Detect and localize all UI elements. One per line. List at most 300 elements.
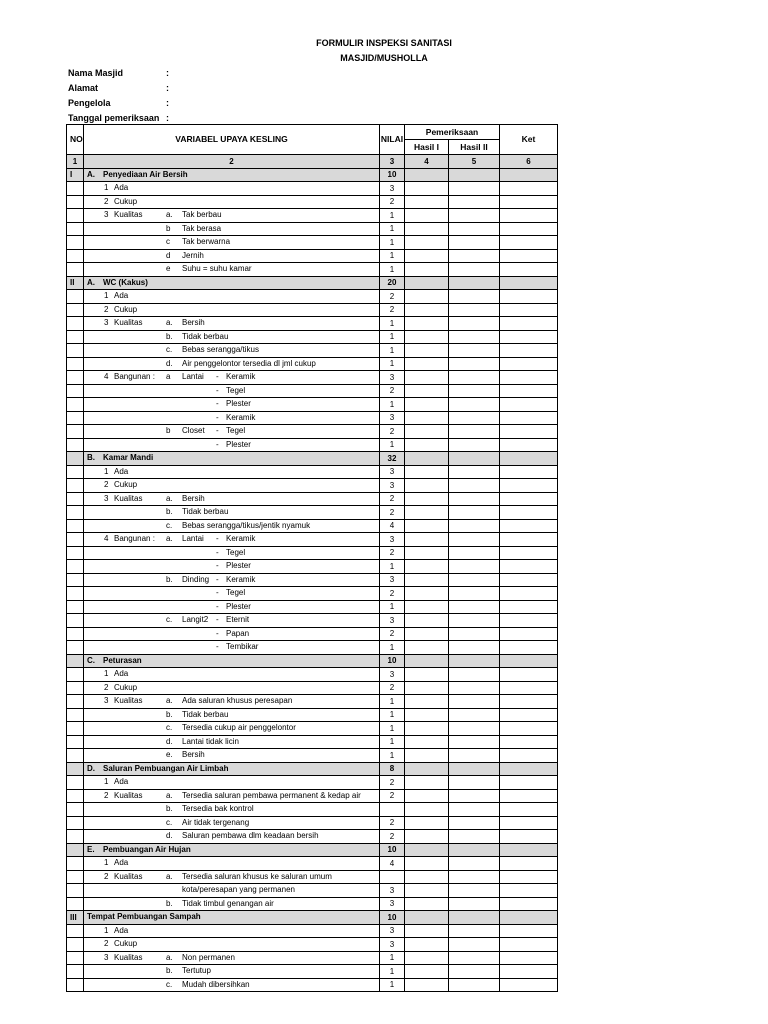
- hasil-1-cell[interactable]: [405, 263, 449, 277]
- ket-cell[interactable]: [500, 263, 558, 277]
- variabel-part-b: Penyediaan Air Bersih: [103, 169, 188, 179]
- hasil-1-cell[interactable]: [405, 816, 449, 830]
- ket-cell[interactable]: [500, 965, 558, 979]
- ket-cell[interactable]: [500, 236, 558, 250]
- ket-cell[interactable]: [500, 249, 558, 263]
- table-row: [67, 897, 558, 911]
- ket-cell[interactable]: [500, 182, 558, 196]
- ket-cell[interactable]: [500, 209, 558, 223]
- variabel-part-c: a.: [166, 534, 173, 543]
- variabel-cell: [84, 263, 380, 277]
- variabel-part-b: Ada: [114, 777, 129, 786]
- ket-cell[interactable]: [500, 803, 558, 817]
- variabel-part-d: Bebas serangga/tikus/jentik nyamuk: [182, 520, 311, 530]
- ket-cell[interactable]: [500, 938, 558, 952]
- variabel-part-c: b.: [166, 331, 173, 341]
- variabel-part-c: b.: [166, 709, 173, 719]
- ket-cell[interactable]: [500, 168, 558, 182]
- row-no-cell: [67, 249, 84, 263]
- ket-cell[interactable]: [500, 884, 558, 898]
- ket-cell[interactable]: [500, 668, 558, 682]
- hasil-2-cell[interactable]: [449, 479, 500, 493]
- row-no-cell: [67, 371, 84, 385]
- variabel-cell: [84, 641, 380, 655]
- hasil-1-cell[interactable]: [405, 330, 449, 344]
- hasil-1-cell[interactable]: [405, 249, 449, 263]
- ket-cell[interactable]: [500, 681, 558, 695]
- hasil-2-cell[interactable]: [449, 668, 500, 682]
- hasil-1-cell[interactable]: [405, 560, 449, 574]
- variabel-cell: [84, 924, 380, 938]
- row-no-cell: [67, 600, 84, 614]
- ket-cell[interactable]: [500, 870, 558, 884]
- hasil-2-cell[interactable]: [449, 438, 500, 452]
- variabel-cell: [84, 938, 380, 952]
- nilai-cell: 1: [380, 978, 405, 992]
- hasil-2-cell[interactable]: [449, 519, 500, 533]
- hasil-2-cell[interactable]: [449, 722, 500, 736]
- ket-cell[interactable]: [500, 330, 558, 344]
- ket-cell[interactable]: [500, 573, 558, 587]
- hasil-2-cell[interactable]: [449, 776, 500, 790]
- hasil-2-cell[interactable]: [449, 965, 500, 979]
- hasil-1-cell[interactable]: [405, 884, 449, 898]
- hasil-1-cell[interactable]: [405, 614, 449, 628]
- hasil-2-cell[interactable]: [449, 735, 500, 749]
- variabel-part-d: Tersedia cukup air penggelontor: [182, 723, 296, 732]
- hasil-2-cell[interactable]: [449, 533, 500, 547]
- hasil-1-cell[interactable]: [405, 695, 449, 709]
- variabel-part-b: Saluran Pembuangan Air Limbah: [103, 763, 229, 773]
- hasil-1-cell[interactable]: [405, 546, 449, 560]
- hasil-1-cell[interactable]: [405, 951, 449, 965]
- hasil-2-cell[interactable]: [449, 236, 500, 250]
- ket-cell[interactable]: [500, 735, 558, 749]
- hasil-1-cell[interactable]: [405, 465, 449, 479]
- hasil-1-cell[interactable]: [405, 290, 449, 304]
- ket-cell[interactable]: [500, 438, 558, 452]
- hasil-1-cell[interactable]: [405, 641, 449, 655]
- hasil-1-cell[interactable]: [405, 870, 449, 884]
- nilai-cell: 3: [380, 479, 405, 493]
- hasil-2-cell[interactable]: [449, 600, 500, 614]
- hasil-2-cell[interactable]: [449, 830, 500, 844]
- variabel-part-a: 3: [104, 952, 109, 962]
- row-no-cell: [67, 654, 84, 668]
- ket-cell[interactable]: [500, 425, 558, 439]
- hasil-1-cell[interactable]: [405, 627, 449, 641]
- ket-cell[interactable]: [500, 749, 558, 763]
- ket-cell[interactable]: [500, 600, 558, 614]
- ket-cell[interactable]: [500, 722, 558, 736]
- hasil-2-cell[interactable]: [449, 654, 500, 668]
- variabel-part-c: b: [166, 223, 171, 233]
- ket-cell[interactable]: [500, 371, 558, 385]
- variabel-cell: [84, 371, 380, 385]
- hasil-1-cell[interactable]: [405, 317, 449, 331]
- hasil-1-cell[interactable]: [405, 735, 449, 749]
- row-no-cell: [67, 195, 84, 209]
- hasil-1-cell[interactable]: [405, 357, 449, 371]
- nilai-cell: 2: [380, 506, 405, 520]
- nilai-cell: 1: [380, 236, 405, 250]
- variabel-part-e: -: [216, 399, 219, 408]
- hasil-1-cell[interactable]: [405, 438, 449, 452]
- hasil-2-cell[interactable]: [449, 951, 500, 965]
- variabel-part-f: Tegel: [226, 547, 246, 557]
- table-row: [67, 884, 558, 898]
- hasil-2-cell[interactable]: [449, 749, 500, 763]
- hasil-2-cell[interactable]: [449, 330, 500, 344]
- hasil-1-cell[interactable]: [405, 519, 449, 533]
- hasil-1-cell[interactable]: [405, 924, 449, 938]
- table-row: [67, 749, 558, 763]
- hasil-2-cell[interactable]: [449, 627, 500, 641]
- nilai-cell: 1: [380, 951, 405, 965]
- variabel-part-a: 1: [104, 466, 109, 476]
- hasil-1-cell[interactable]: [405, 573, 449, 587]
- variabel-cell: [84, 911, 380, 925]
- header-variabel: VARIABEL UPAYA KESLING: [84, 125, 380, 155]
- nilai-cell: 1: [380, 357, 405, 371]
- hasil-2-cell[interactable]: [449, 681, 500, 695]
- ket-cell[interactable]: [500, 951, 558, 965]
- row-no-cell: [67, 479, 84, 493]
- ket-cell[interactable]: [500, 195, 558, 209]
- hasil-1-cell[interactable]: [405, 303, 449, 317]
- variabel-part-b: Ada: [114, 183, 129, 192]
- hasil-2-cell[interactable]: [449, 870, 500, 884]
- hasil-2-cell[interactable]: [449, 587, 500, 601]
- hasil-1-cell[interactable]: [405, 195, 449, 209]
- column-number: 3: [380, 155, 405, 169]
- table-row: [67, 411, 558, 425]
- variabel-cell: [84, 546, 380, 560]
- nilai-cell: 3: [380, 465, 405, 479]
- hasil-2-cell[interactable]: [449, 249, 500, 263]
- ket-cell[interactable]: [500, 465, 558, 479]
- hasil-2-cell[interactable]: [449, 276, 500, 290]
- column-number-row: [67, 155, 558, 169]
- hasil-1-cell[interactable]: [405, 398, 449, 412]
- nilai-cell: 8: [380, 762, 405, 776]
- variabel-part-d: Tersedia saluran pembawa permanent & kedap air: [182, 790, 361, 800]
- hasil-1-cell[interactable]: [405, 830, 449, 844]
- nilai-cell: 2: [380, 195, 405, 209]
- variabel-part-e: -: [216, 574, 219, 584]
- hasil-2-cell[interactable]: [449, 546, 500, 560]
- hasil-1-cell[interactable]: [405, 411, 449, 425]
- ket-cell[interactable]: [500, 924, 558, 938]
- hasil-1-cell[interactable]: [405, 911, 449, 925]
- hasil-1-cell[interactable]: [405, 857, 449, 871]
- ket-cell[interactable]: [500, 546, 558, 560]
- ket-cell[interactable]: [500, 411, 558, 425]
- ket-cell[interactable]: [500, 708, 558, 722]
- hasil-1-cell[interactable]: [405, 668, 449, 682]
- hasil-2-cell[interactable]: [449, 317, 500, 331]
- hasil-2-cell[interactable]: [449, 168, 500, 182]
- nilai-cell: 2: [380, 425, 405, 439]
- nilai-cell: 2: [380, 681, 405, 695]
- ket-cell[interactable]: [500, 506, 558, 520]
- hasil-2-cell[interactable]: [449, 789, 500, 803]
- row-no-cell: [67, 722, 84, 736]
- hasil-1-cell[interactable]: [405, 209, 449, 223]
- hasil-2-cell[interactable]: [449, 924, 500, 938]
- table-row: [67, 425, 558, 439]
- table-row: [67, 209, 558, 223]
- hasil-2-cell[interactable]: [449, 708, 500, 722]
- variabel-cell: [84, 573, 380, 587]
- nilai-cell: 3: [380, 924, 405, 938]
- variabel-part-b: Pembuangan Air Hujan: [103, 844, 191, 854]
- hasil-2-cell[interactable]: [449, 843, 500, 857]
- hasil-1-cell[interactable]: [405, 965, 449, 979]
- ket-cell[interactable]: [500, 452, 558, 466]
- ket-cell[interactable]: [500, 762, 558, 776]
- form-subtitle: MASJID/MUSHOLLA: [340, 53, 428, 63]
- hasil-1-cell[interactable]: [405, 803, 449, 817]
- ket-cell[interactable]: [500, 398, 558, 412]
- info-row-nama-masjid: [68, 68, 169, 78]
- hasil-2-cell[interactable]: [449, 816, 500, 830]
- variabel-part-b: Cukup: [114, 196, 138, 206]
- variabel-cell: [84, 789, 380, 803]
- ket-cell[interactable]: [500, 776, 558, 790]
- ket-cell[interactable]: [500, 222, 558, 236]
- column-number: 1: [67, 155, 84, 169]
- hasil-1-cell[interactable]: [405, 168, 449, 182]
- variabel-cell: [84, 357, 380, 371]
- hasil-2-cell[interactable]: [449, 978, 500, 992]
- row-no-cell: [67, 870, 84, 884]
- variabel-part-a: 1: [104, 183, 109, 192]
- hasil-1-cell[interactable]: [405, 276, 449, 290]
- hasil-1-cell[interactable]: [405, 452, 449, 466]
- hasil-2-cell[interactable]: [449, 695, 500, 709]
- table-row: [67, 465, 558, 479]
- variabel-part-b: Kualitas: [114, 210, 143, 219]
- hasil-2-cell[interactable]: [449, 911, 500, 925]
- hasil-1-cell[interactable]: [405, 938, 449, 952]
- column-number: 2: [84, 155, 380, 169]
- table-row: [67, 816, 558, 830]
- nilai-cell: 10: [380, 654, 405, 668]
- variabel-part-b: Bangunan :: [114, 372, 155, 381]
- variabel-cell: [84, 236, 380, 250]
- hasil-1-cell[interactable]: [405, 789, 449, 803]
- hasil-1-cell[interactable]: [405, 371, 449, 385]
- info-colon: :: [166, 98, 169, 108]
- hasil-1-cell[interactable]: [405, 654, 449, 668]
- hasil-1-cell[interactable]: [405, 182, 449, 196]
- variabel-part-a: C.: [87, 655, 95, 665]
- variabel-cell: [84, 708, 380, 722]
- row-no-cell: [67, 681, 84, 695]
- variabel-part-c: b.: [166, 898, 173, 908]
- hasil-1-cell[interactable]: [405, 708, 449, 722]
- hasil-2-cell[interactable]: [449, 506, 500, 520]
- ket-cell[interactable]: [500, 384, 558, 398]
- ket-cell[interactable]: [500, 614, 558, 628]
- hasil-2-cell[interactable]: [449, 573, 500, 587]
- hasil-2-cell[interactable]: [449, 411, 500, 425]
- table-row: [67, 506, 558, 520]
- hasil-1-cell[interactable]: [405, 492, 449, 506]
- row-no-cell: [67, 330, 84, 344]
- hasil-2-cell[interactable]: [449, 182, 500, 196]
- ket-cell[interactable]: [500, 857, 558, 871]
- hasil-1-cell[interactable]: [405, 749, 449, 763]
- variabel-part-b: Kualitas: [114, 696, 143, 705]
- hasil-2-cell[interactable]: [449, 425, 500, 439]
- hasil-1-cell[interactable]: [405, 344, 449, 358]
- variabel-part-c: a.: [166, 790, 173, 800]
- row-no-cell: [67, 627, 84, 641]
- row-no-cell: [67, 843, 84, 857]
- hasil-2-cell[interactable]: [449, 209, 500, 223]
- ket-cell[interactable]: [500, 357, 558, 371]
- hasil-2-cell[interactable]: [449, 195, 500, 209]
- hasil-1-cell[interactable]: [405, 479, 449, 493]
- ket-cell[interactable]: [500, 317, 558, 331]
- ket-cell[interactable]: [500, 911, 558, 925]
- row-no-cell: [67, 708, 84, 722]
- variabel-part-b: Ada: [114, 669, 129, 678]
- hasil-2-cell[interactable]: [449, 398, 500, 412]
- nilai-cell: 1: [380, 722, 405, 736]
- hasil-2-cell[interactable]: [449, 263, 500, 277]
- hasil-2-cell[interactable]: [449, 371, 500, 385]
- hasil-2-cell[interactable]: [449, 560, 500, 574]
- variabel-cell: [84, 182, 380, 196]
- hasil-2-cell[interactable]: [449, 803, 500, 817]
- hasil-1-cell[interactable]: [405, 587, 449, 601]
- hasil-2-cell[interactable]: [449, 641, 500, 655]
- hasil-2-cell[interactable]: [449, 492, 500, 506]
- variabel-part-c: a.: [166, 871, 173, 881]
- ket-cell[interactable]: [500, 587, 558, 601]
- hasil-2-cell[interactable]: [449, 384, 500, 398]
- ket-cell[interactable]: [500, 789, 558, 803]
- hasil-1-cell[interactable]: [405, 236, 449, 250]
- table-row: [67, 978, 558, 992]
- ket-cell[interactable]: [500, 479, 558, 493]
- table-row: [67, 938, 558, 952]
- ket-cell[interactable]: [500, 533, 558, 547]
- nilai-cell: 3: [380, 884, 405, 898]
- hasil-2-cell[interactable]: [449, 465, 500, 479]
- hasil-1-cell[interactable]: [405, 897, 449, 911]
- ket-cell[interactable]: [500, 519, 558, 533]
- hasil-2-cell[interactable]: [449, 452, 500, 466]
- variabel-part-c: c.: [166, 345, 173, 354]
- hasil-1-cell[interactable]: [405, 600, 449, 614]
- ket-cell[interactable]: [500, 897, 558, 911]
- hasil-1-cell[interactable]: [405, 843, 449, 857]
- hasil-1-cell[interactable]: [405, 978, 449, 992]
- hasil-1-cell[interactable]: [405, 384, 449, 398]
- hasil-1-cell[interactable]: [405, 762, 449, 776]
- row-no-cell: [67, 465, 84, 479]
- ket-cell[interactable]: [500, 290, 558, 304]
- variabel-part-d: Jernih: [182, 250, 204, 260]
- hasil-1-cell[interactable]: [405, 533, 449, 547]
- ket-cell[interactable]: [500, 560, 558, 574]
- variabel-cell: [84, 317, 380, 331]
- variabel-part-f: Eternit: [226, 615, 250, 624]
- hasil-2-cell[interactable]: [449, 357, 500, 371]
- variabel-part-c: a.: [166, 696, 173, 705]
- hasil-1-cell[interactable]: [405, 506, 449, 520]
- variabel-cell: [84, 465, 380, 479]
- ket-cell[interactable]: [500, 843, 558, 857]
- variabel-cell: [84, 830, 380, 844]
- hasil-2-cell[interactable]: [449, 222, 500, 236]
- variabel-cell: [84, 776, 380, 790]
- hasil-1-cell[interactable]: [405, 722, 449, 736]
- variabel-cell: [84, 519, 380, 533]
- hasil-1-cell[interactable]: [405, 681, 449, 695]
- ket-cell[interactable]: [500, 344, 558, 358]
- ket-cell[interactable]: [500, 303, 558, 317]
- ket-cell[interactable]: [500, 816, 558, 830]
- ket-cell[interactable]: [500, 830, 558, 844]
- variabel-part-a: 4: [104, 534, 109, 543]
- section-row: [67, 452, 558, 466]
- hasil-2-cell[interactable]: [449, 303, 500, 317]
- ket-cell[interactable]: [500, 695, 558, 709]
- header-pemeriksaan: Pemeriksaan: [405, 125, 500, 140]
- hasil-1-cell[interactable]: [405, 776, 449, 790]
- ket-cell[interactable]: [500, 276, 558, 290]
- variabel-cell: [84, 533, 380, 547]
- table-row: [67, 398, 558, 412]
- row-no-cell: [67, 290, 84, 304]
- hasil-2-cell[interactable]: [449, 614, 500, 628]
- variabel-part-e: -: [216, 412, 219, 422]
- variabel-part-a: 2: [104, 304, 109, 314]
- hasil-2-cell[interactable]: [449, 762, 500, 776]
- ket-cell[interactable]: [500, 627, 558, 641]
- nilai-cell: 1: [380, 222, 405, 236]
- hasil-2-cell[interactable]: [449, 897, 500, 911]
- hasil-1-cell[interactable]: [405, 425, 449, 439]
- hasil-1-cell[interactable]: [405, 222, 449, 236]
- ket-cell[interactable]: [500, 978, 558, 992]
- variabel-cell: [84, 438, 380, 452]
- hasil-2-cell[interactable]: [449, 938, 500, 952]
- variabel-cell: [84, 276, 380, 290]
- variabel-part-c: c.: [166, 615, 173, 624]
- nilai-cell: 2: [380, 627, 405, 641]
- variabel-cell: [84, 695, 380, 709]
- hasil-2-cell[interactable]: [449, 857, 500, 871]
- hasil-2-cell[interactable]: [449, 290, 500, 304]
- ket-cell[interactable]: [500, 492, 558, 506]
- variabel-part-c: b.: [166, 507, 173, 516]
- table-row: [67, 546, 558, 560]
- variabel-cell: [84, 803, 380, 817]
- nilai-cell: 1: [380, 317, 405, 331]
- hasil-2-cell[interactable]: [449, 884, 500, 898]
- variabel-part-a: A.: [87, 169, 95, 179]
- hasil-2-cell[interactable]: [449, 344, 500, 358]
- variabel-part-d: kota/peresapan yang permanen: [182, 885, 295, 894]
- ket-cell[interactable]: [500, 654, 558, 668]
- ket-cell[interactable]: [500, 641, 558, 655]
